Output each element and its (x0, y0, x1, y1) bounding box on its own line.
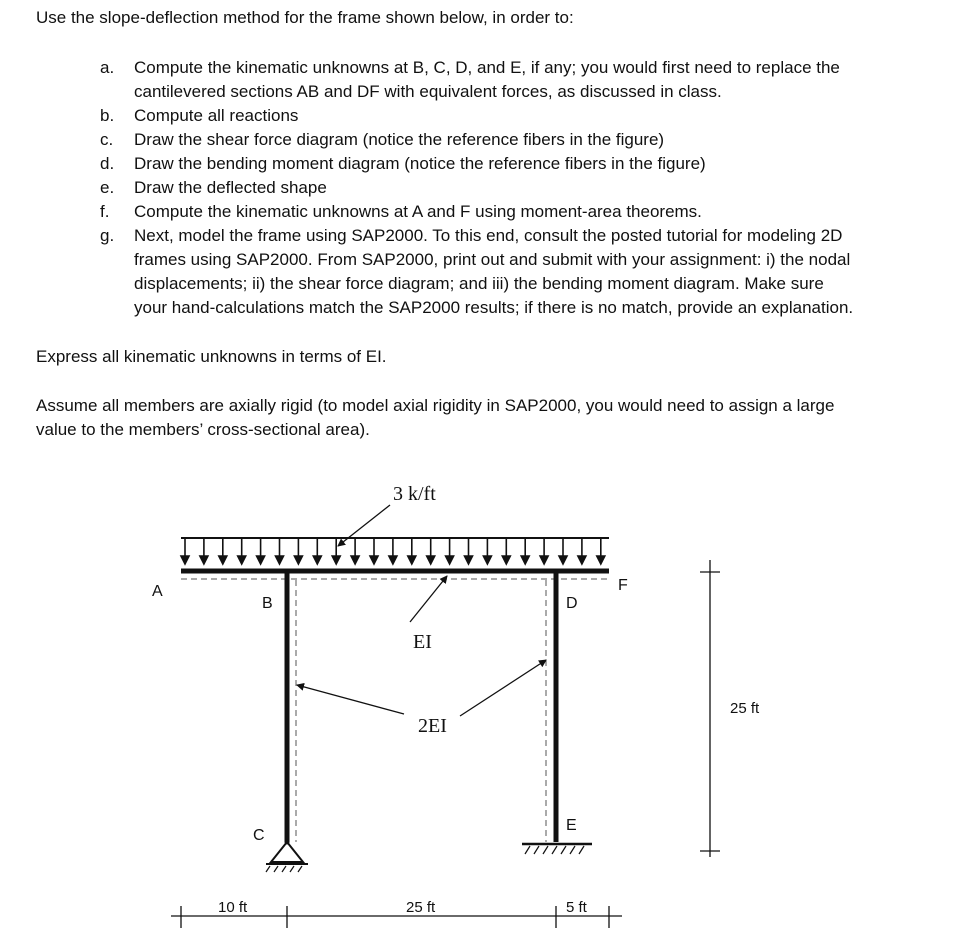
load-arrow-head (351, 556, 359, 564)
load-arrow-head (294, 556, 302, 564)
task-letter: a. (100, 58, 115, 77)
fixed-support-e (522, 844, 592, 854)
load-arrow-head (408, 556, 416, 564)
load-arrow-head (389, 556, 397, 564)
node-e-label: E (566, 817, 577, 834)
load-arrows (181, 538, 605, 564)
height-dimension (700, 560, 720, 857)
load-arrow-head (370, 556, 378, 564)
leader-2ei-right (460, 660, 546, 716)
task-line: Draw the bending moment diagram (notice the reference fibers in the figure) (134, 154, 706, 173)
task-line: Draw the shear force diagram (notice the reference fibers in the figure) (134, 130, 665, 149)
distributed-load (181, 538, 609, 564)
task-letter: g. (100, 226, 115, 245)
node-d-label: D (566, 595, 578, 612)
leader-2ei-left (297, 685, 404, 714)
load-arrow-head (540, 556, 548, 564)
column-rigidity-label: 2EI (418, 715, 447, 737)
node-b-label: B (262, 595, 273, 612)
load-arrow-head (465, 556, 473, 564)
task-line: Compute all reactions (134, 106, 299, 125)
dim-df-label: 5 ft (566, 899, 587, 916)
height-dimension-label: 25 ft (730, 700, 760, 717)
load-arrow-head (219, 556, 227, 564)
task-letter: b. (100, 106, 115, 125)
load-label: 3 k/ft (393, 483, 436, 505)
task-line: your hand-calculations match the SAP2000 results; if there is no match, provide an explanation. (134, 298, 854, 317)
load-arrow-head (276, 556, 284, 564)
node-c-label: C (253, 827, 265, 844)
task-line: Compute the kinematic unknowns at B, C, D, and E, if any; you would first need to replace the (134, 58, 840, 77)
load-arrow-head (483, 556, 491, 564)
task-letter: f. (100, 202, 110, 221)
node-a-label: A (152, 583, 163, 600)
dim-ab-label: 10 ft (218, 899, 248, 916)
load-arrow-head (427, 556, 435, 564)
load-arrow-head (313, 556, 321, 564)
beam-rigidity-label: EI (413, 631, 432, 653)
task-line: Draw the deflected shape (134, 178, 327, 197)
dim-bd-label: 25 ft (406, 899, 436, 916)
load-arrow-head (521, 556, 529, 564)
task-line: Next, model the frame using SAP2000. To this end, consult the posted tutorial for modeling 2D (134, 226, 843, 245)
leader-load (338, 505, 390, 546)
load-arrow-head (257, 556, 265, 564)
load-arrow-head (502, 556, 510, 564)
assume-line: Assume all members are axially rigid (to model axial rigidity in SAP2000, you would need to assign a large (36, 396, 835, 415)
node-f-label: F (618, 577, 628, 594)
task-letter: c. (100, 130, 114, 149)
load-arrow-head (332, 556, 340, 564)
load-arrow-head (578, 556, 586, 564)
task-line: Compute the kinematic unknowns at A and F using moment-area theorems. (134, 202, 702, 221)
task-line: cantilevered sections AB and DF with equivalent forces, as discussed in class. (134, 82, 722, 101)
intro-text: Use the slope-deflection method for the frame shown below, in order to: (36, 8, 574, 27)
load-arrow-head (181, 556, 189, 564)
pin-support-c (266, 840, 308, 873)
task-line: frames using SAP2000. From SAP2000, print out and submit with your assignment: i) the nodal (134, 250, 851, 269)
load-arrow-head (597, 556, 605, 564)
task-letter: d. (100, 154, 115, 173)
load-arrow-head (200, 556, 208, 564)
assume-line: value to the members’ cross-sectional area). (36, 420, 370, 439)
express-text: Express all kinematic unknowns in terms of EI. (36, 347, 387, 366)
load-arrow-head (559, 556, 567, 564)
load-arrow-head (446, 556, 454, 564)
leader-ei (410, 576, 447, 622)
task-line: displacements; ii) the shear force diagram; and iii) the bending moment diagram. Make sure (134, 274, 824, 293)
task-letter: e. (100, 178, 115, 197)
load-arrow-head (238, 556, 246, 564)
